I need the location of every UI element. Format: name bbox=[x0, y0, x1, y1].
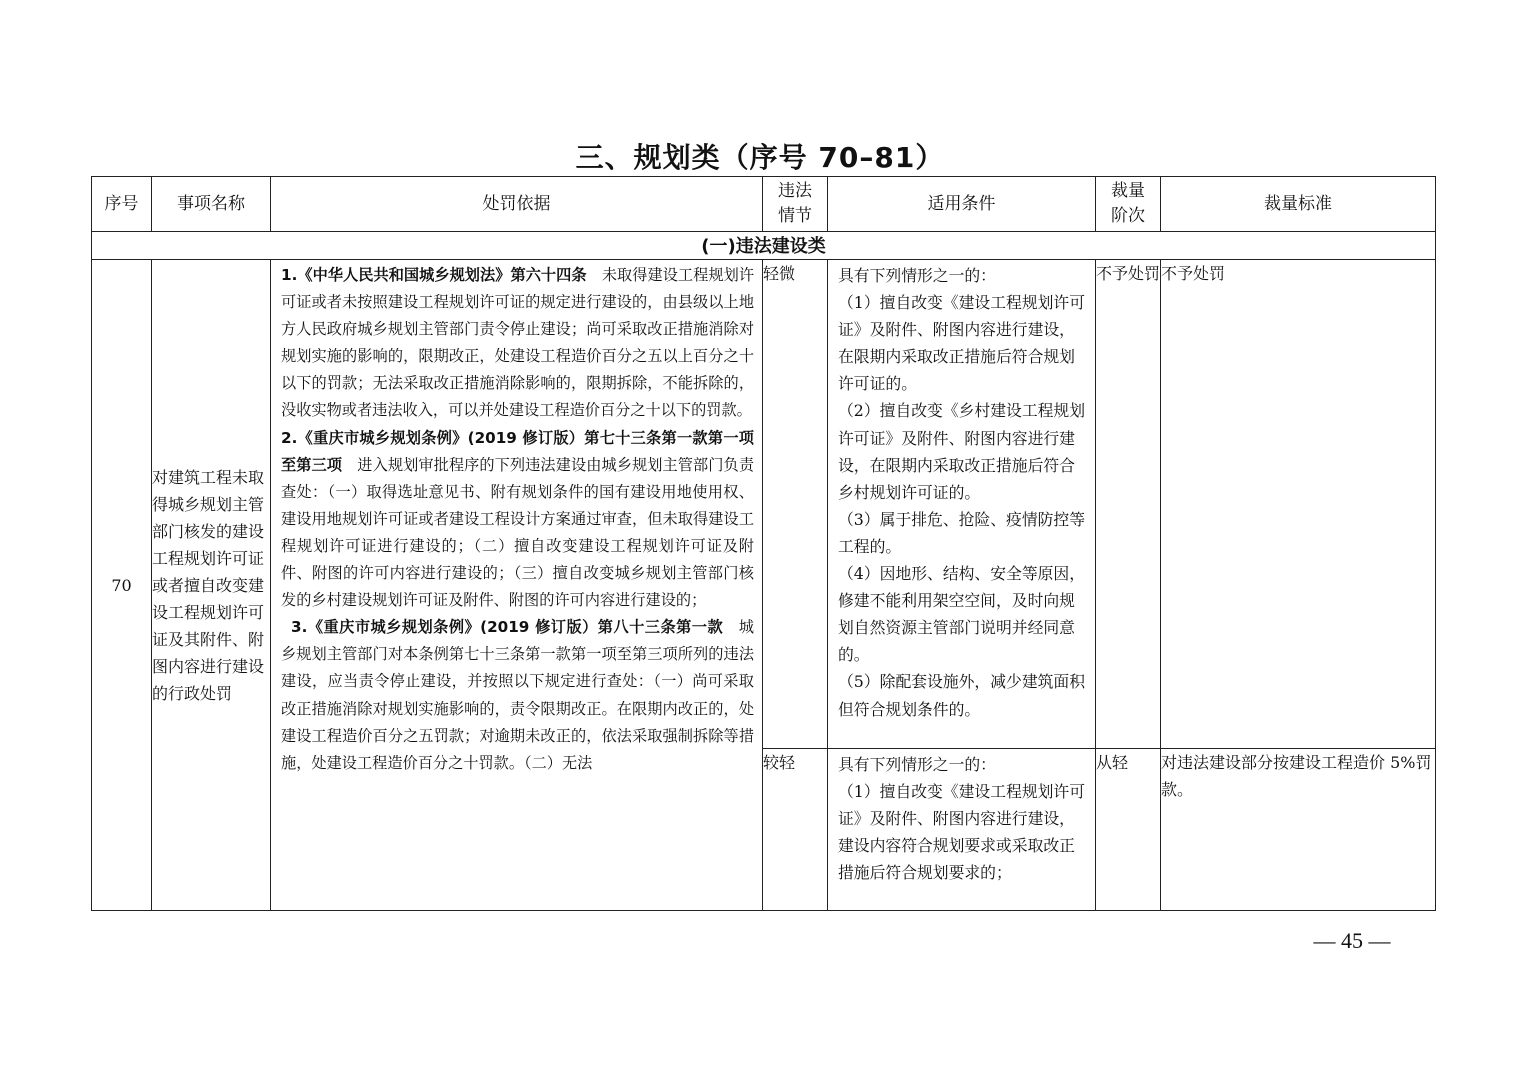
condition-line: 具有下列情形之一的： bbox=[838, 755, 996, 774]
row-number: 70 bbox=[92, 260, 152, 911]
standard-lighter: 对违法建设部分按建设工程造价 5%罚款。 bbox=[1161, 749, 1436, 911]
circumstance-lighter: 较轻 bbox=[763, 749, 828, 911]
standard-minor: 不予处罚 bbox=[1161, 260, 1436, 749]
level-minor: 不予处罚 bbox=[1096, 260, 1161, 749]
basis-clause: 3.《重庆市城乡规划条例》(2019 修订版）第八十三条第一款 城乡规划主管部门对本条例第七十三条第一款第一项至第三项所列的违法建设，应当责令停止建设，并按照以下规定进行查处：（一）尚可采取改正措施消除对规划实施影响的，责令限期改正。在限期内改正的，处建设工程造价百分之五罚款；对逾期未改正的，依法采取强制拆除等措施，处建设工程造价百分之十罚款。（二）无法 bbox=[281, 618, 754, 772]
circumstance-minor: 轻微 bbox=[763, 260, 828, 749]
basis-clause: 2.《重庆市城乡规划条例》(2019 修订版）第七十三条第一款第一项至第三项 进入规划审批程序的下列违法建设由城乡规划主管部门负责查处：（一）取得选址意见书、附有规划条件的国有建设用地使用权、建设用地规划许可证或者建设工程设计方案通过审查，但未取得建设工程规划许可证进行建设的；（二）擅自改变建设工程规划许可证及附件、附图的许可内容进行建设的；（三）擅自改变城乡规划主管部门核发的乡村建设规划许可证及附件、附图的许可内容进行建设的； bbox=[281, 428, 755, 610]
category-row bbox=[92, 232, 1436, 260]
header-no: 序号 bbox=[92, 177, 152, 232]
header-row bbox=[92, 177, 1436, 232]
penalty-table bbox=[91, 176, 1436, 911]
basis-clause: 1.《中华人民共和国城乡规划法》第六十四条 未取得建设工程规划许可证或者未按照建设工程规划许可证的规定进行建设的，由县级以上地方人民政府城乡规划主管部门责令停止建设；尚可采取改正措施消除对规划实施的影响的，限期改正，处建设工程造价百分之五以上百分之十以下的罚款；无法采取改正措施消除影响的，限期拆除，不能拆除的，没收实物或者违法收入，可以并处建设工程造价百分之十以下的罚款。 bbox=[281, 266, 755, 420]
condition-line: （2）擅自改变《乡村建设工程规划许可证》及附件、附图内容进行建设，在限期内采取改正措施后符合乡村规划许可证的。 bbox=[838, 401, 1086, 502]
condition-line: （5）除配套设施外，减少建筑面积但符合规划条件的。 bbox=[838, 672, 1086, 719]
item-name: 对建筑工程未取得城乡规划主管部门核发的建设工程规划许可证或者擅自改变建设工程规划许可证及其附件、附图内容进行建设的行政处罚 bbox=[152, 260, 271, 911]
condition-minor bbox=[828, 260, 1096, 749]
condition-lighter bbox=[828, 749, 1096, 911]
condition-line: （1）擅自改变《建设工程规划许可证》及附件、附图内容进行建设，在限期内采取改正措施后符合规划许可证的。 bbox=[838, 293, 1086, 394]
table-row bbox=[92, 260, 1436, 749]
header-condition: 适用条件 bbox=[828, 177, 1096, 232]
condition-line: （4）因地形、结构、安全等原因，修建不能利用架空空间，及时向规划自然资源主管部门说明并经同意的。 bbox=[838, 564, 1086, 665]
header-level: 裁量阶次 bbox=[1096, 177, 1161, 232]
page-title: 三、规划类（序号 70–81） bbox=[575, 141, 945, 174]
level-lighter: 从轻 bbox=[1096, 749, 1161, 911]
page-number: — 45 — bbox=[1313, 928, 1391, 953]
header-name: 事项名称 bbox=[152, 177, 271, 232]
category-label: (一)违法建设类 bbox=[92, 232, 1436, 260]
header-standard: 裁量标准 bbox=[1161, 177, 1436, 232]
condition-line: （3）属于排危、抢险、疫情防控等工程的。 bbox=[838, 509, 1086, 556]
header-circumstance: 违法情节 bbox=[763, 177, 828, 232]
condition-line: （1）擅自改变《建设工程规划许可证》及附件、附图内容进行建设，建设内容符合规划要求或采取改正措施后符合规划要求的； bbox=[838, 782, 1086, 883]
header-basis: 处罚依据 bbox=[271, 177, 763, 232]
condition-line: 具有下列情形之一的： bbox=[838, 266, 996, 285]
penalty-basis bbox=[271, 260, 763, 911]
